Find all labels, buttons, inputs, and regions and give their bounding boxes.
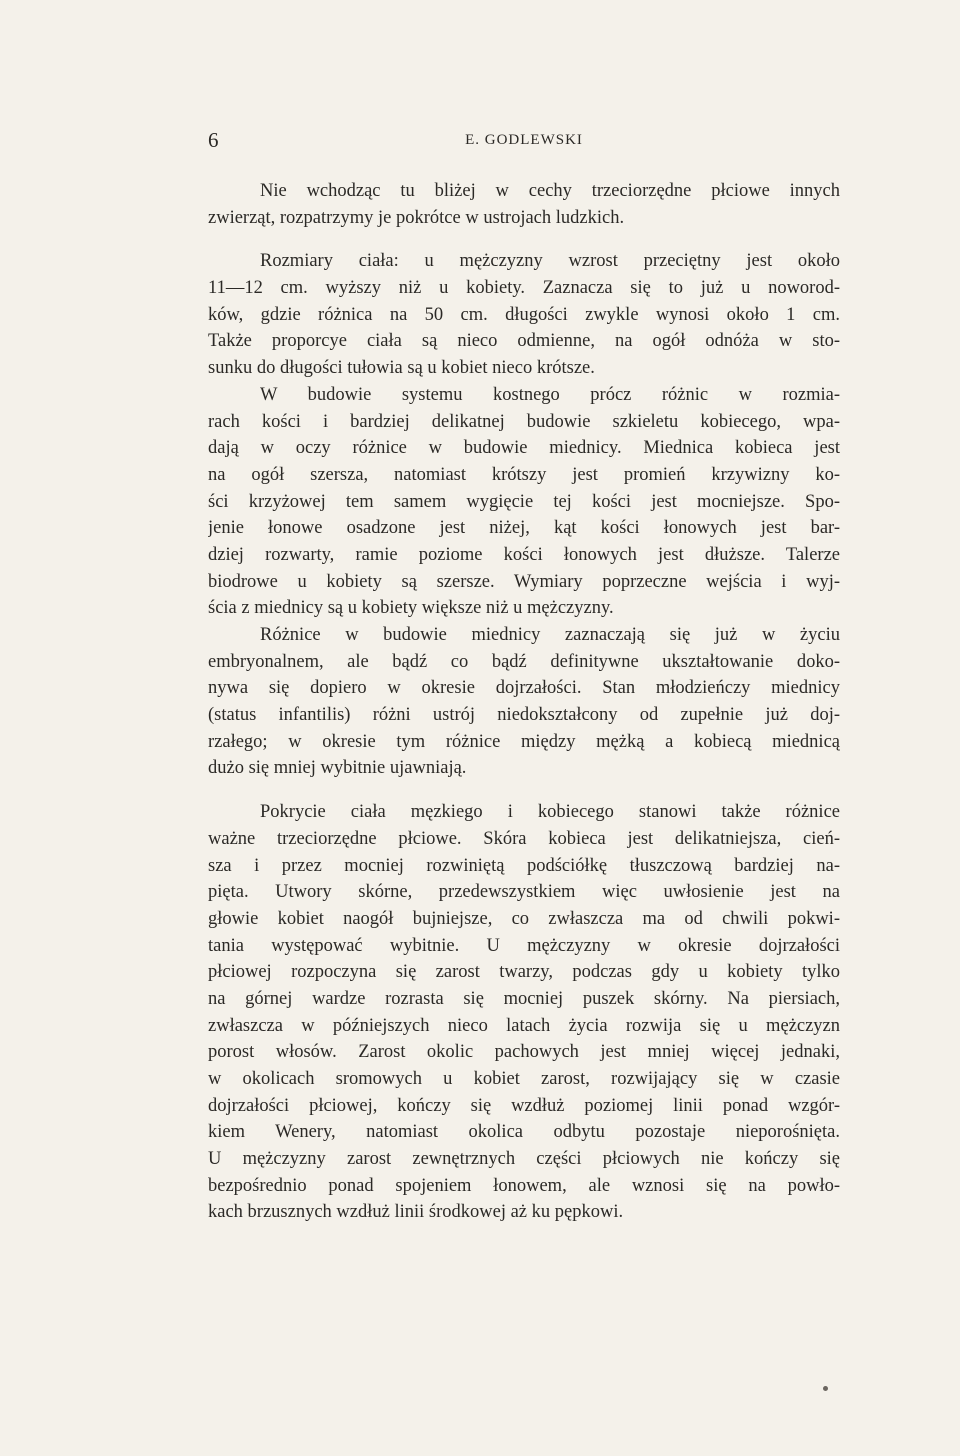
text-line: na ogół szersza, natomiast krótszy jest promień krzywizny ko- <box>208 464 840 485</box>
text-line: 11—12 cm. wyższy niż u kobiety. Zaznacza się to już u noworod- <box>208 278 840 299</box>
paragraph <box>208 799 840 1226</box>
paragraph <box>208 622 840 782</box>
page-header <box>208 128 840 158</box>
text-line: tania występować wybitnie. U mężczyzny w okresie dojrzałości <box>208 935 840 956</box>
text-line: ważne trzeciorzędne płciowe. Skóra kobieca jest delikatniejsza, cień- <box>208 828 840 849</box>
text-line: dziej rozwarty, ramie poziome kości łonowych jest dłuższe. Talerze <box>208 544 840 565</box>
paragraph <box>208 178 840 231</box>
text-line: Także proporcye ciała są nieco odmienne, na ogół odnóża w sto- <box>208 331 840 352</box>
paragraph <box>208 248 840 381</box>
text-line: Rozmiary ciała: u mężczyzny wzrost przeciętny jest około <box>260 251 840 272</box>
paragraph <box>208 382 840 622</box>
text-line: zwłaszcza w późniejszych nieco latach życia rozwija się u mężczyzn <box>208 1015 840 1036</box>
text-line: dają w oczy różnice w budowie miednicy. Miednica kobieca jest <box>208 438 840 459</box>
running-head: E. GODLEWSKI <box>465 132 583 148</box>
text-line: Pokrycie ciała męzkiego i kobiecego stanowi także różnice <box>260 802 840 823</box>
text-line: rzałego; w okresie tym różnice między mężką a kobiecą miednicą <box>208 731 840 752</box>
text-line: embryonalnem, ale bądź co bądź definitywne ukształtowanie doko- <box>208 651 840 672</box>
text-line: jenie łonowe osadzone jest niżej, kąt kości łonowych jest bar- <box>208 518 840 539</box>
text-line: porost włosów. Zarost okolic pachowych jest mniej więcej jednaki, <box>208 1042 840 1063</box>
text-line: rach kości i bardziej delikatnej budowie szkieletu kobiecego, wpa- <box>208 411 840 432</box>
text-line: kiem Wenery, natomiast okolica odbytu pozostaje nieporośnięta. <box>208 1122 840 1143</box>
text-line: ścia z miednicy są u kobiety większe niż u mężczyzny. <box>208 598 614 619</box>
text-line: dojrzałości płciowej, kończy się wzdłuż poziomej linii ponad wzgór- <box>208 1095 840 1116</box>
page-number: 6 <box>208 128 219 152</box>
text-line: na górnej wardze rozrasta się mocniej puszek skórny. Na piersiach, <box>208 988 840 1009</box>
text-line: kach brzusznych wzdłuż linii środkowej aż ku pępkowi. <box>208 1202 624 1223</box>
text-line: sunku do długości tułowia są u kobiet nieco krótsze. <box>208 358 595 379</box>
text-line: Różnice w budowie miednicy zaznaczają się już w życiu <box>260 625 840 645</box>
text-line: płciowej rozpoczyna się zarost twarzy, podczas gdy u kobiety tylko <box>208 962 840 983</box>
text-line: nywa się dopiero w okresie dojrzałości. Stan młodzieńczy miednicy <box>208 678 840 699</box>
text-line: głowie kobiet naogół bujniejsze, co zwłaszcza ma od chwili pokwi- <box>208 908 840 929</box>
text-line: pięta. Utwory skórne, przedewszystkiem więc uwłosienie jest na <box>208 882 840 903</box>
text-line: biodrowe u kobiety są szersze. Wymiary poprzeczne wejścia i wyj- <box>208 571 840 592</box>
text-line: W budowie systemu kostnego prócz różnic w rozmia- <box>260 384 840 405</box>
ink-speck <box>823 1386 828 1391</box>
text-line: zwierząt, rozpatrzymy je pokrótce w ustrojach ludzkich. <box>208 207 625 228</box>
text-line: U mężczyzny zarost zewnętrznych części płciowych nie kończy się <box>208 1149 840 1170</box>
text-line: ków, gdzie różnica na 50 cm. długości zwykle wynosi około 1 cm. <box>208 304 840 325</box>
text-line: dużo się mniej wybitnie ujawniają. <box>208 758 467 779</box>
text-line: Nie wchodząc tu bliżej w cechy trzeciorzędne płciowe innych <box>260 181 840 201</box>
text-line: w okolicach sromowych u kobiet zarost, rozwijający się w czasie <box>208 1069 840 1089</box>
text-line: sza i przez mocniej rozwiniętą podściółkę tłuszczową bardziej na- <box>208 855 840 876</box>
body-text <box>208 178 840 1226</box>
text-line: ści krzyżowej tem samem wygięcie tej kości jest mocniejsze. Spo- <box>208 491 840 512</box>
text-line: bezpośrednio ponad spojeniem łonowem, ale wznosi się na powło- <box>208 1175 840 1196</box>
text-line: (status infantilis) różni ustrój niedokształcony od zupełnie już doj- <box>208 705 840 726</box>
